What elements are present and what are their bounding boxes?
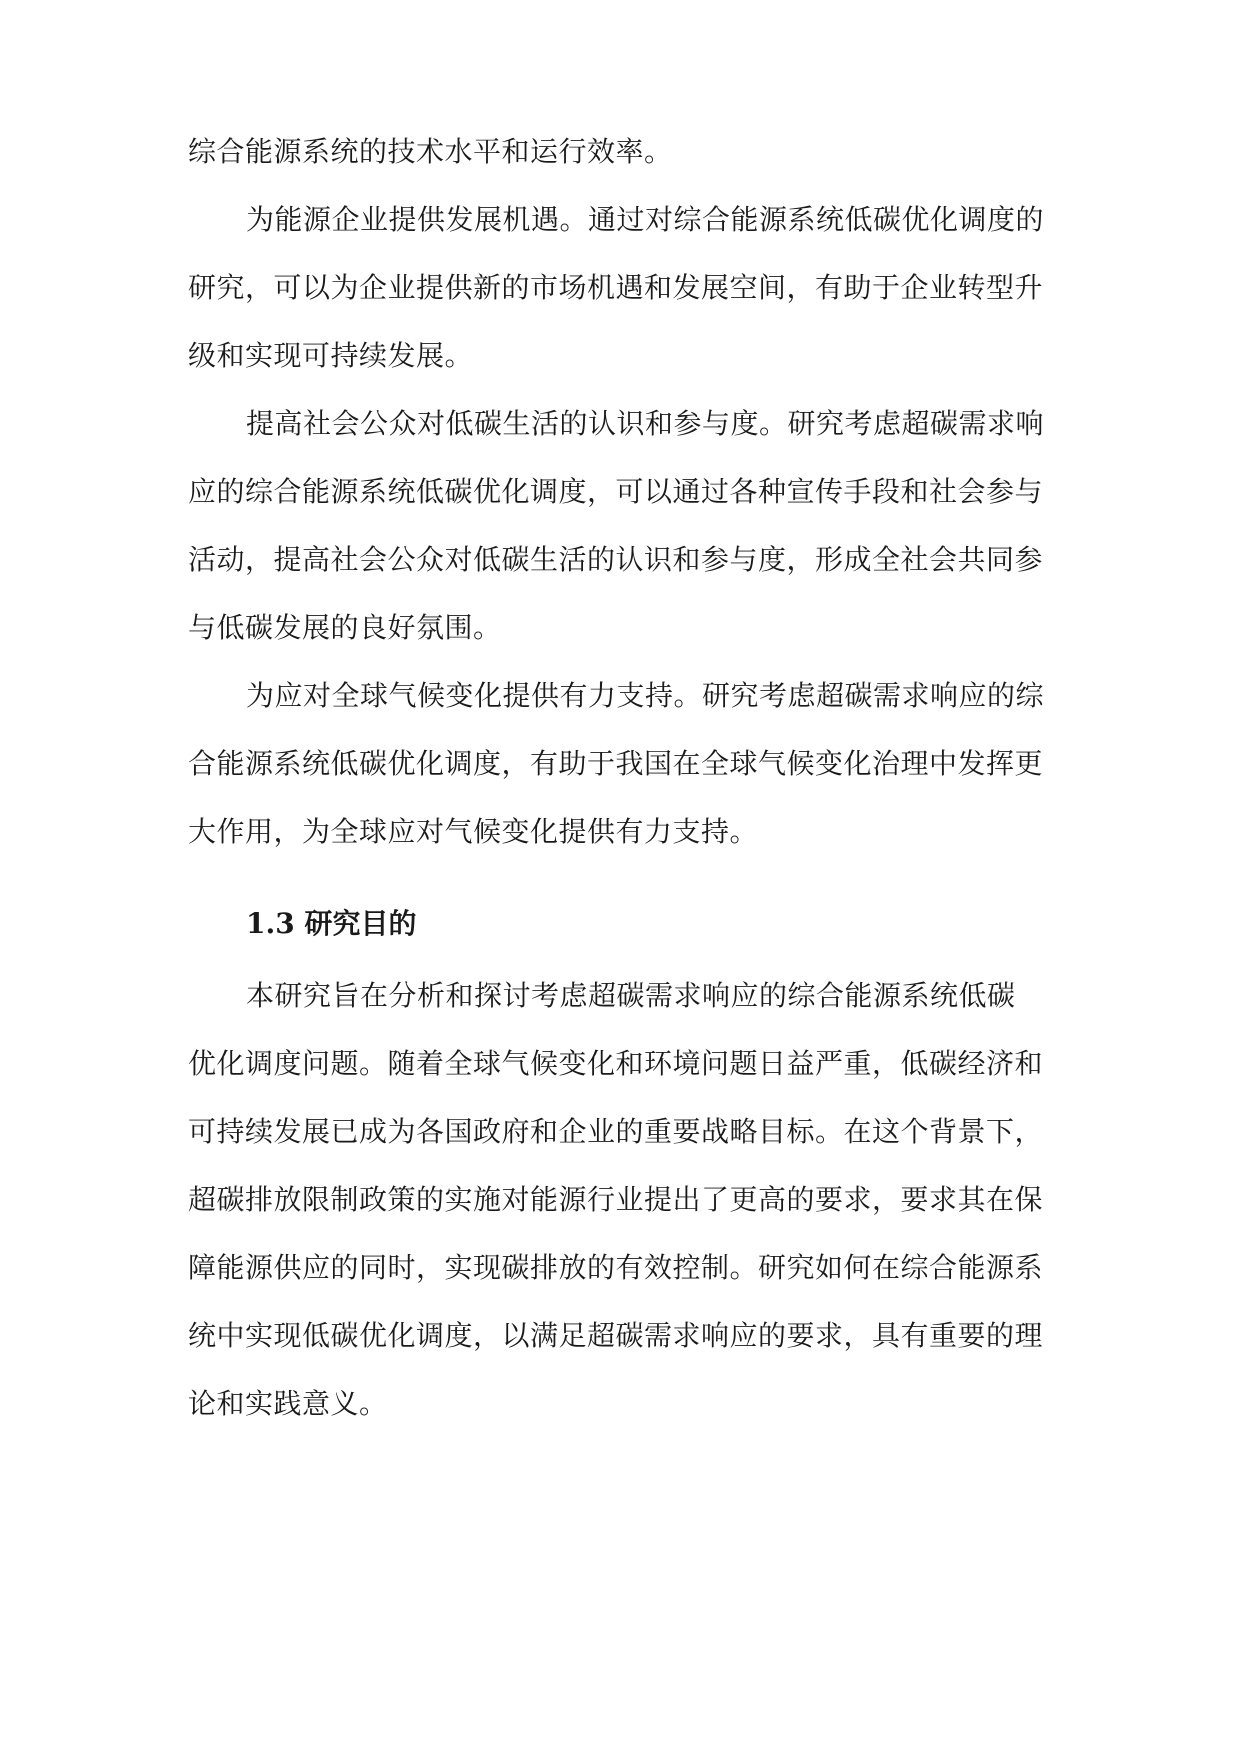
paragraph-line: 提高社会公众对低碳生活的认识和参与度。研究考虑超碳需求响 xyxy=(246,407,1045,440)
paragraph-line: 应的综合能源系统低碳优化调度，可以通过各种宣传手段和社会参与 xyxy=(188,475,1044,508)
paragraph-line: 合能源系统低碳优化调度，有助于我国在全球气候变化治理中发挥更 xyxy=(188,747,1044,780)
paragraph-line: 活动，提高社会公众对低碳生活的认识和参与度，形成全社会共同参 xyxy=(188,543,1044,576)
paragraph-line: 为应对全球气候变化提供有力支持。研究考虑超碳需求响应的综 xyxy=(246,679,1045,712)
paragraph-line: 统中实现低碳优化调度，以满足超碳需求响应的要求，具有重要的理 xyxy=(188,1319,1044,1352)
section-heading: 1.3 研究目的 xyxy=(246,907,417,940)
paragraph-line: 本研究旨在分析和探讨考虑超碳需求响应的综合能源系统低碳 xyxy=(246,979,1016,1012)
paragraph-line: 研究，可以为企业提供新的市场机遇和发展空间，有助于企业转型升 xyxy=(188,271,1044,304)
paragraph-line: 障能源供应的同时，实现碳排放的有效控制。研究如何在综合能源系 xyxy=(188,1251,1044,1284)
paragraph-line: 与低碳发展的良好氛围。 xyxy=(188,611,502,644)
paragraph-line: 论和实践意义。 xyxy=(188,1387,388,1420)
paragraph-line: 为能源企业提供发展机遇。通过对综合能源系统低碳优化调度的 xyxy=(246,203,1045,236)
paragraph-line: 级和实现可持续发展。 xyxy=(188,339,474,372)
paragraph-line: 可持续发展已成为各国政府和企业的重要战略目标。在这个背景下， xyxy=(188,1115,1044,1148)
paragraph-line: 超碳排放限制政策的实施对能源行业提出了更高的要求，要求其在保 xyxy=(188,1183,1044,1216)
paragraph-line: 综合能源系统的技术水平和运行效率。 xyxy=(188,135,673,168)
paragraph-line: 优化调度问题。随着全球气候变化和环境问题日益严重，低碳经济和 xyxy=(188,1047,1044,1080)
paragraph-line: 大作用，为全球应对气候变化提供有力支持。 xyxy=(188,815,759,848)
